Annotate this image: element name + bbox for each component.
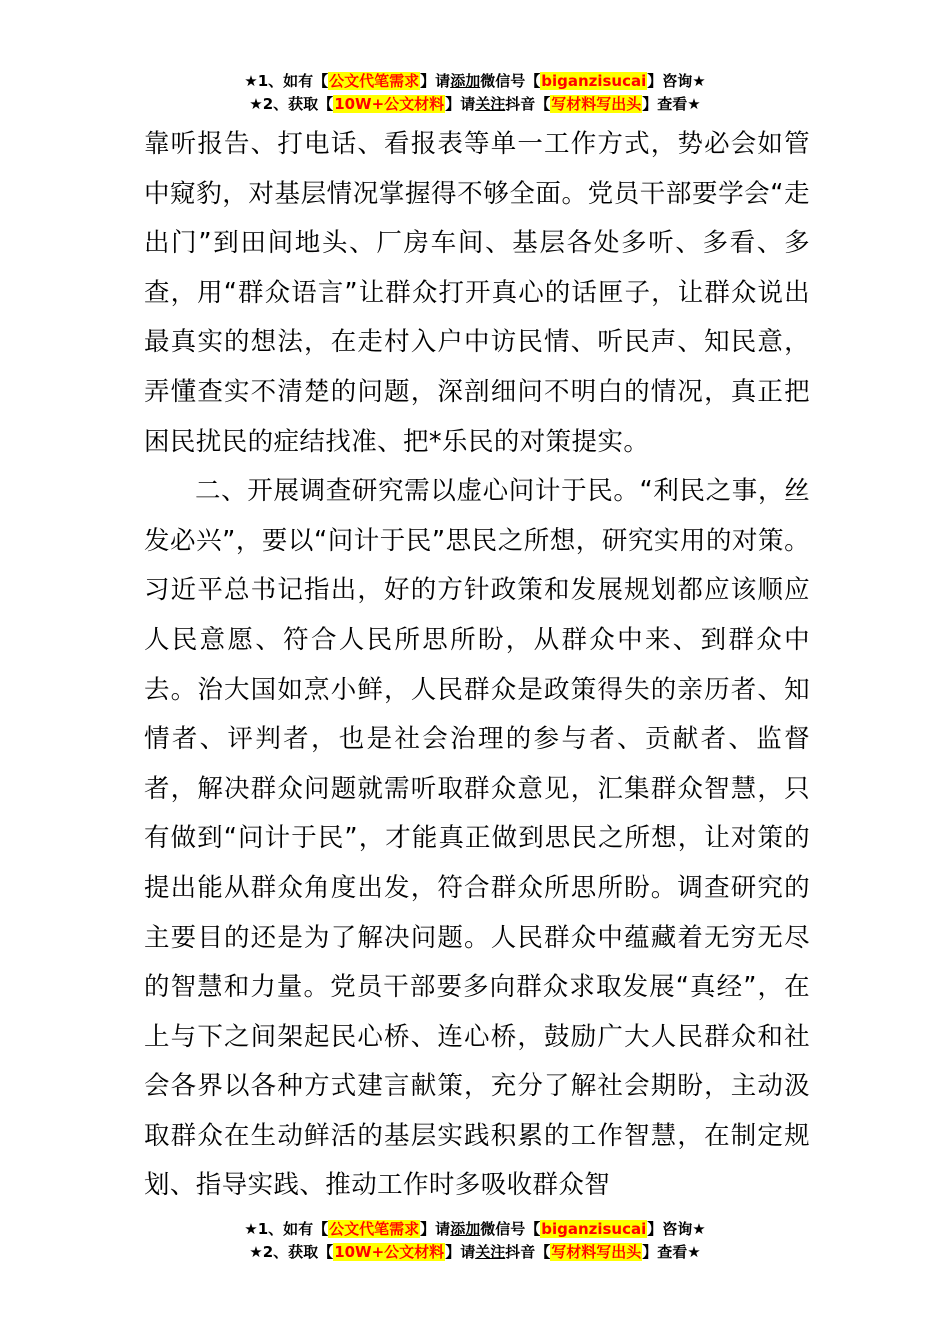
- banner-text: ★1、如有【: [244, 72, 329, 90]
- banner-underlined: 添加: [450, 72, 481, 90]
- banner-line-1: [0, 70, 950, 93]
- banner-wechat-id: biganzisucai: [541, 1220, 647, 1238]
- banner-text: 抖音【: [505, 95, 551, 113]
- banner-text: 】查看★: [642, 1243, 701, 1261]
- banner-text: 】咨询★: [647, 72, 706, 90]
- banner-text: 微信号【: [480, 1220, 541, 1238]
- banner-highlight: 10W+公文材料: [334, 1243, 445, 1261]
- footer-banner: [0, 1218, 950, 1264]
- banner-text: 】查看★: [642, 95, 701, 113]
- banner-highlight: 公文代笔需求: [329, 72, 420, 90]
- banner-text: 】请: [420, 1220, 451, 1238]
- document-body: [144, 120, 810, 1211]
- banner-underlined: 添加: [450, 1220, 481, 1238]
- banner-text: 】请: [445, 1243, 476, 1261]
- header-banner: [0, 70, 950, 116]
- banner-douyin-id: 写材料写出头: [551, 95, 642, 113]
- banner-line-1: [0, 1218, 950, 1241]
- banner-text: 抖音【: [505, 1243, 551, 1261]
- banner-text: 微信号【: [480, 72, 541, 90]
- banner-text: 】咨询★: [647, 1220, 706, 1238]
- banner-text: ★2、获取【: [249, 1243, 334, 1261]
- paragraph-1: 靠听报告、打电话、看报表等单一工作方式，势必会如管中窥豹，对基层情况掌握得不够全面。党员干部要学会“走出门”到田间地头、厂房车间、基层各处多听、多看、多查，用“群众语言”让群众打开真心的话匣子，让群众说出最真实的想法，在走村入户中访民情、听民声、知民意，弄懂查实不清楚的问题，深剖细问不明白的情况，真正把困民扰民的症结找准、把*乐民的对策提实。: [144, 129, 810, 457]
- banner-line-2: [0, 93, 950, 116]
- paragraph-2: 二、开展调查研究需以虚心问计于民。“利民之事，丝发必兴”，要以“问计于民”思民之所想，研究实用的对策。习近平总书记指出，好的方针政策和发展规划都应该顺应人民意愿、符合人民所思所盼，从群众中来、到群众中去。治大国如烹小鲜，人民群众是政策得失的亲历者、知情者、评判者，也是社会治理的参与者、贡献者、监督者，解决群众问题就需听取群众意见，汇集群众智慧，只有做到“问计于民”，才能真正做到思民之所想，让对策的提出能从群众角度出发，符合群众所思所盼。调查研究的主要目的还是为了解决问题。人民群众中蕴藏着无穷无尽的智慧和力量。党员干部要多向群众求取发展“真经”，在上与下之间架起民心桥、连心桥，鼓励广大人民群众和社会各界以各种方式建言献策，充分了解社会期盼，主动汲取群众在生动鲜活的基层实践积累的工作智慧，在制定规划、指导实践、推动工作时多吸收群众智: [144, 476, 810, 1201]
- banner-douyin-id: 写材料写出头: [551, 1243, 642, 1261]
- banner-wechat-id: biganzisucai: [541, 72, 647, 90]
- banner-text: 】请: [445, 95, 476, 113]
- banner-line-2: [0, 1241, 950, 1264]
- banner-highlight: 10W+公文材料: [334, 95, 445, 113]
- banner-text: 】请: [420, 72, 451, 90]
- banner-underlined: 关注: [475, 95, 506, 113]
- banner-text: ★1、如有【: [244, 1220, 329, 1238]
- banner-underlined: 关注: [475, 1243, 506, 1261]
- banner-highlight: 公文代笔需求: [329, 1220, 420, 1238]
- banner-text: ★2、获取【: [249, 95, 334, 113]
